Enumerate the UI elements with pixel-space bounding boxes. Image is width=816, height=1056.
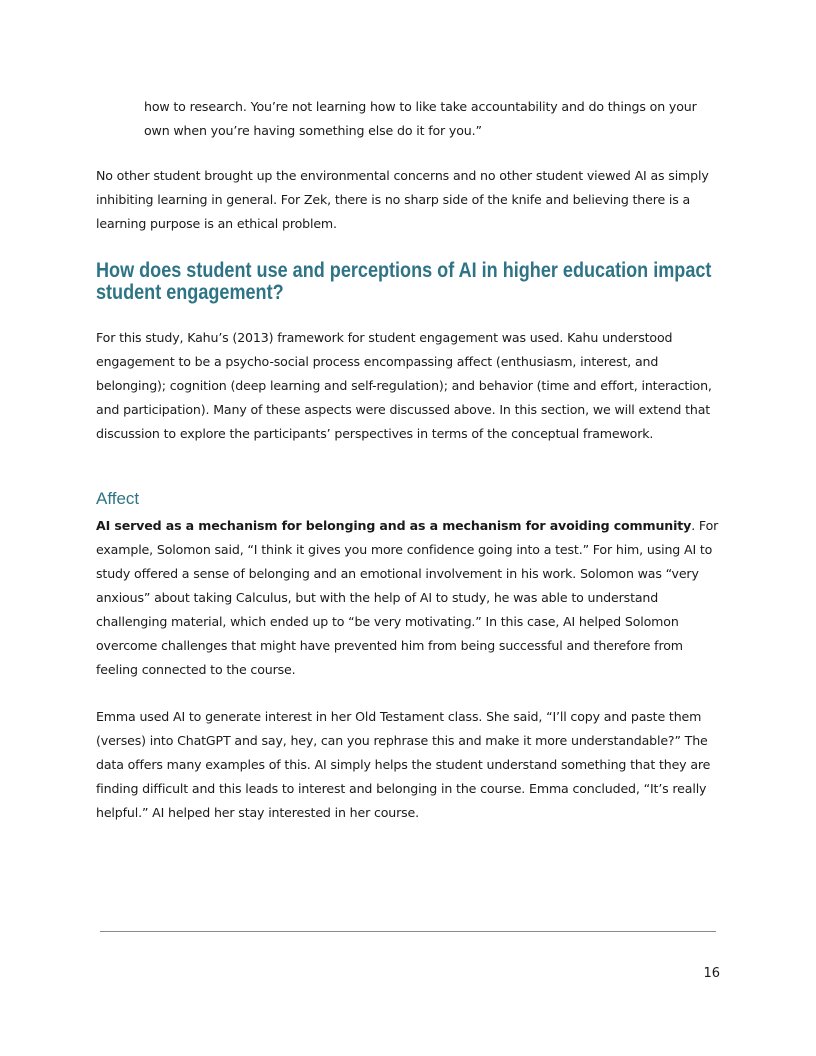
quote-continuation: how to research. You’re not learning how to like take accountability and do things on your own when you’re having something else do it for you.” xyxy=(144,99,697,138)
footer-divider xyxy=(100,931,716,932)
section-heading: How does student use and perceptions of AI in higher education impact student engagement? xyxy=(96,259,712,304)
subheading-affect: Affect xyxy=(96,489,140,508)
affect-paragraph-rest: . For example, Solomon said, “I think it gives you more confidence going into a test.” For him, using AI to study offered a sense of belonging and an emotional involvement in his work. Solomon was “very anxious” about taking Calculus, but with the help of AI to study, he was able to understand challenging material, which ended up to “be very motivating.” In this case, AI helped Solomon overcome challenges that might have prevented him from being successful and therefore from feeling connected to the course. xyxy=(96,518,719,677)
page-number: 16 xyxy=(703,966,720,981)
paragraph-affect xyxy=(96,514,722,682)
paragraph-framework: For this study, Kahu’s (2013) framework for student engagement was used. Kahu understood engagement to be a psycho-social process encompassing affect (enthusiasm, interest, and belonging); cognition (deep learning and self-regulation); and behavior (time and effort, interaction, and participation). Many of these aspects were discussed above. In this section, we will extend that discussion to explore the participants’ perspectives in terms of the conceptual framework. xyxy=(96,330,712,441)
affect-bold-lead: AI served as a mechanism for belonging and as a mechanism for avoiding community xyxy=(96,518,692,533)
paragraph-emma: Emma used AI to generate interest in her Old Testament class. She said, “I’ll copy and paste them (verses) into ChatGPT and say, hey, can you rephrase this and make it more understandable?” The data offers many examples of this. AI simply helps the student understand something that they are finding difficult and this leads to interest and belonging in the course. Emma concluded, “It’s really helpful.” AI helped her stay interested in her course. xyxy=(96,709,711,820)
paragraph-zek: No other student brought up the environmental concerns and no other student viewed AI as simply inhibiting learning in general. For Zek, there is no sharp side of the knife and believing there is a learning purpose is an ethical problem. xyxy=(96,168,709,231)
